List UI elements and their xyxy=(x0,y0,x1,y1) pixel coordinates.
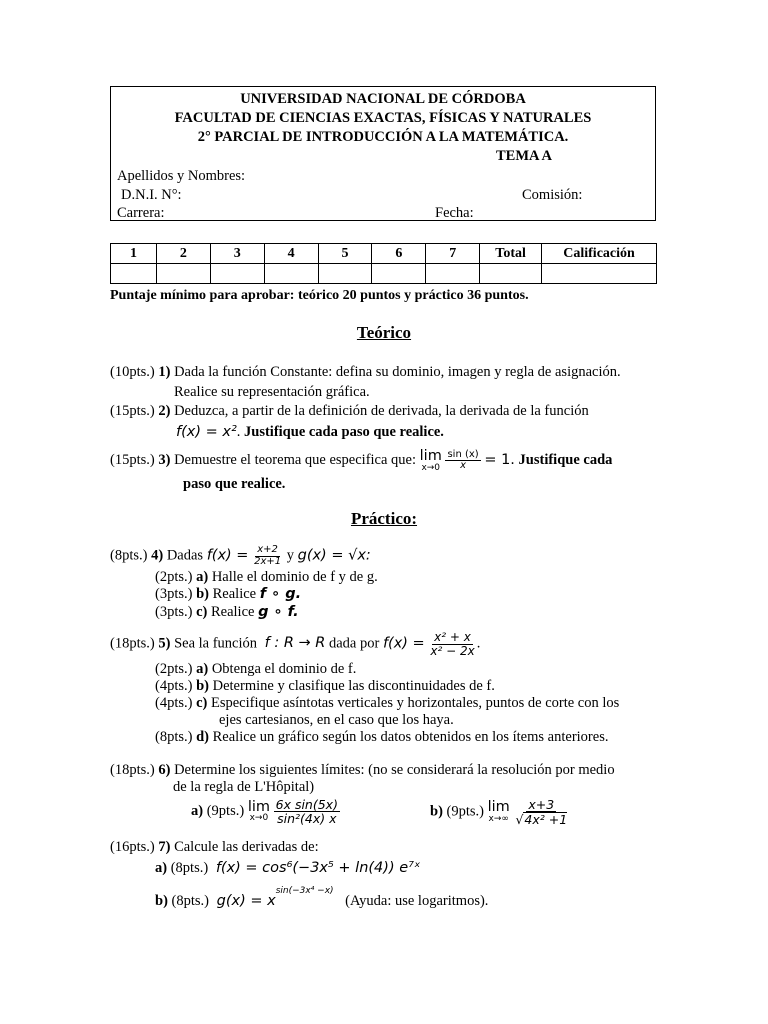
dni-field: D.N.I. N°: xyxy=(121,187,182,203)
q5-c xyxy=(155,695,619,712)
q4-g: g(x) = √x: xyxy=(297,547,371,564)
q6-a-points: (9pts.) xyxy=(206,802,245,819)
q4-b xyxy=(155,586,301,603)
q3-justify2: paso que realice. xyxy=(183,476,286,492)
q2-points: (15pts.) xyxy=(110,403,155,419)
q6-text2: de la regla de L'Hôpital) xyxy=(173,779,315,795)
q4-c-text: Realice xyxy=(210,604,255,620)
q5-c-text2: ejes cartesianos, en el caso que los haya. xyxy=(219,712,454,728)
q5-d xyxy=(155,729,608,746)
q4-b-expr: f ∘ g. xyxy=(259,586,302,602)
q3-lim-sub: x→0 xyxy=(421,462,441,473)
q4-b-text: Realice xyxy=(212,586,257,602)
score-header-1: 1 xyxy=(111,244,157,264)
scores-header-row xyxy=(111,244,657,264)
q6-b xyxy=(430,798,569,826)
q2-formula: f(x) = x² xyxy=(176,424,237,440)
tema-label: TEMA A xyxy=(496,148,552,164)
university-name: UNIVERSIDAD NACIONAL DE CÓRDOBA xyxy=(240,91,526,107)
q7-b xyxy=(155,886,489,910)
q4-f-lhs: f(x) = xyxy=(206,547,249,564)
q5-a xyxy=(155,661,356,678)
q3-justify1: Justifique cada xyxy=(518,452,613,469)
q3-frac-num: sin (x) xyxy=(447,448,479,460)
q3-points: (15pts.) xyxy=(110,452,155,469)
q5-c-points: (4pts.) xyxy=(155,695,193,711)
q6-b-den: √4x² +1 xyxy=(515,812,568,828)
q5-number: 5) xyxy=(158,635,171,652)
faculty-name: FACULTAD DE CIENCIAS EXACTAS, FÍSICAS Y NATURALES xyxy=(174,110,592,126)
q3-number: 3) xyxy=(158,452,171,469)
q6-text1: Determine los siguientes límites: (no se considerará la resolución por medio xyxy=(174,762,615,778)
q1-points: (10pts.) xyxy=(110,364,155,380)
q3-text: Demuestre el teorema que especifica que: xyxy=(174,452,417,469)
q5-f-lhs: f(x) = xyxy=(382,635,425,652)
score-cell xyxy=(156,264,210,284)
q6-b-label: b) xyxy=(430,803,443,820)
q7-a xyxy=(155,860,420,877)
q7-text: Calcule las derivadas de: xyxy=(174,839,319,855)
q4-c-points: (3pts.) xyxy=(155,604,193,620)
q6-b-lim-word: lim xyxy=(487,799,510,816)
q7-b-formula: g(x) = x xyxy=(216,892,276,909)
q4-points: (8pts.) xyxy=(110,547,148,564)
score-cell xyxy=(111,264,157,284)
score-cell xyxy=(264,264,318,284)
q5-b-points: (4pts.) xyxy=(155,678,193,694)
q5-b-label: b) xyxy=(196,678,209,694)
q7-b-points: (8pts.) xyxy=(171,892,209,909)
q6-number: 6) xyxy=(158,762,171,778)
q4-a xyxy=(155,569,378,586)
score-cell xyxy=(426,264,480,284)
q3-line1 xyxy=(110,449,612,473)
q6-b-num: x+3 xyxy=(528,797,555,812)
q4-c xyxy=(155,604,299,621)
q7-b-hint: (Ayuda: use logaritmos). xyxy=(345,892,489,909)
q1-number: 1) xyxy=(158,364,171,380)
q6-b-lim-sub: x→∞ xyxy=(488,813,509,824)
q5-b xyxy=(155,678,495,695)
score-cell xyxy=(542,264,657,284)
q7-a-label: a) xyxy=(155,860,168,876)
score-cell xyxy=(210,264,264,284)
q5-d-text: Realice un gráfico según los datos obtenidos en los ítems anteriores. xyxy=(212,729,609,745)
scores-table xyxy=(110,243,657,284)
q4-f-den: 2x+1 xyxy=(254,555,282,567)
q2-text: Deduzca, a partir de la definición de derivada, la derivada de la función xyxy=(174,403,589,419)
q1-line1 xyxy=(110,364,621,381)
comision-field: Comisión: xyxy=(522,187,583,203)
q5-d-label: d) xyxy=(196,729,209,745)
q3-frac-den: x xyxy=(460,460,467,472)
carrera-field: Carrera: xyxy=(117,205,165,221)
q3-limit xyxy=(420,449,442,473)
q3-equals: = 1. xyxy=(484,452,515,469)
q6-b-sqrt: 4x² +1 xyxy=(524,812,568,828)
practice-title: Práctico: xyxy=(350,509,418,528)
exam-header-box xyxy=(110,86,656,221)
q7-points: (16pts.) xyxy=(110,839,155,855)
q6-a xyxy=(191,798,340,825)
score-header-calificacion: Calificación xyxy=(542,244,657,264)
scores-blank-row xyxy=(111,264,657,284)
q5-c-text1: Especifique asíntotas verticales y horizontales, puntos de corte con los xyxy=(210,695,620,711)
q7-b-label: b) xyxy=(155,892,168,909)
q5-d-points: (8pts.) xyxy=(155,729,193,745)
q7-number: 7) xyxy=(158,839,171,855)
min-score-note: Puntaje mínimo para aprobar: teórico 20 puntos y práctico 36 puntos. xyxy=(110,288,529,303)
q6-b-limit xyxy=(488,800,510,824)
q5-points: (18pts.) xyxy=(110,635,155,652)
score-cell xyxy=(372,264,426,284)
q6-a-label: a) xyxy=(191,802,204,819)
score-header-3: 3 xyxy=(210,244,264,264)
q6-a-fraction xyxy=(274,798,340,825)
q6-a-den: sin²(4x) x xyxy=(277,811,337,827)
q5-f-num: x² + x xyxy=(434,630,471,644)
q4-f-num: x+2 xyxy=(257,544,278,555)
score-cell xyxy=(318,264,372,284)
q5-line1: (18pts.) 5) Sea la función f : R → R dada por f(x) = $\frac{\text{x² + x}}{\text{x² − 2x}}$ . xyxy=(110,630,481,658)
q4-b-label: b) xyxy=(196,586,209,602)
score-cell xyxy=(480,264,542,284)
score-header-total: Total xyxy=(480,244,542,264)
q6-a-lim-sub: x→0 xyxy=(249,813,269,824)
exam-title: 2° PARCIAL DE INTRODUCCIÓN A LA MATEMÁTICA. xyxy=(197,129,569,145)
q5-a-label: a) xyxy=(196,661,209,677)
q6-a-limit xyxy=(248,800,270,824)
q5-c-label: c) xyxy=(196,695,208,711)
q5-fraction xyxy=(428,631,476,657)
q4-a-text: Halle el dominio de f y de g. xyxy=(211,569,378,585)
q5-given: dada por xyxy=(329,635,380,652)
q7-line1 xyxy=(110,839,319,856)
q4-f-fraction xyxy=(252,545,283,567)
theory-title: Teórico xyxy=(356,323,412,342)
q2-number: 2) xyxy=(158,403,171,419)
q2-line1 xyxy=(110,403,589,420)
q4-number: 4) xyxy=(151,547,164,564)
q5-b-text: Determine y clasifique las discontinuidades de f. xyxy=(212,678,495,694)
q6-line1 xyxy=(110,762,615,779)
q4-b-points: (3pts.) xyxy=(155,586,193,602)
score-header-5: 5 xyxy=(318,244,372,264)
q6-a-lim-word: lim xyxy=(247,798,270,815)
fecha-field: Fecha: xyxy=(435,205,474,221)
q7-b-exponent: sin(−3x⁴ −x) xyxy=(275,886,334,896)
q4-and: y xyxy=(286,547,294,564)
score-header-7: 7 xyxy=(426,244,480,264)
q2-line2: f(x) = x². Justifique cada paso que realice. xyxy=(176,424,444,440)
q6-points: (18pts.) xyxy=(110,762,155,778)
score-header-4: 4 xyxy=(264,244,318,264)
q7-a-formula: f(x) = cos⁶(−3x⁵ + ln(4)) e⁷ˣ xyxy=(215,860,421,876)
q5-a-text: Obtenga el dominio de f. xyxy=(211,661,357,677)
q5-f-den: x² − 2x xyxy=(430,643,475,658)
q1-text: Dada la función Constante: defina su dominio, imagen y regla de asignación. xyxy=(174,364,621,380)
q4-a-points: (2pts.) xyxy=(155,569,193,585)
q2-justify: Justifique cada paso que realice. xyxy=(244,424,444,440)
q6-b-points: (9pts.) xyxy=(446,803,484,820)
q3-lim-word: lim xyxy=(419,448,442,464)
q5-text: Sea la función xyxy=(174,635,258,652)
q1-text2: Realice su representación gráfica. xyxy=(174,384,370,400)
q4-line1 xyxy=(110,545,371,567)
q4-c-label: c) xyxy=(196,604,208,620)
q4-c-expr: g ∘ f. xyxy=(258,604,299,620)
q6-b-fraction xyxy=(513,798,569,826)
q4-a-label: a) xyxy=(196,569,209,585)
q5-map: f : R → R xyxy=(264,635,326,652)
score-header-6: 6 xyxy=(372,244,426,264)
score-header-2: 2 xyxy=(156,244,210,264)
q3-fraction xyxy=(445,450,480,472)
q7-a-points: (8pts.) xyxy=(170,860,209,876)
q4-text: Dadas xyxy=(166,547,204,564)
q6-a-num: 6x sin(5x) xyxy=(275,797,338,812)
q5-a-points: (2pts.) xyxy=(155,661,193,677)
apellidos-field: Apellidos y Nombres: xyxy=(117,168,246,184)
